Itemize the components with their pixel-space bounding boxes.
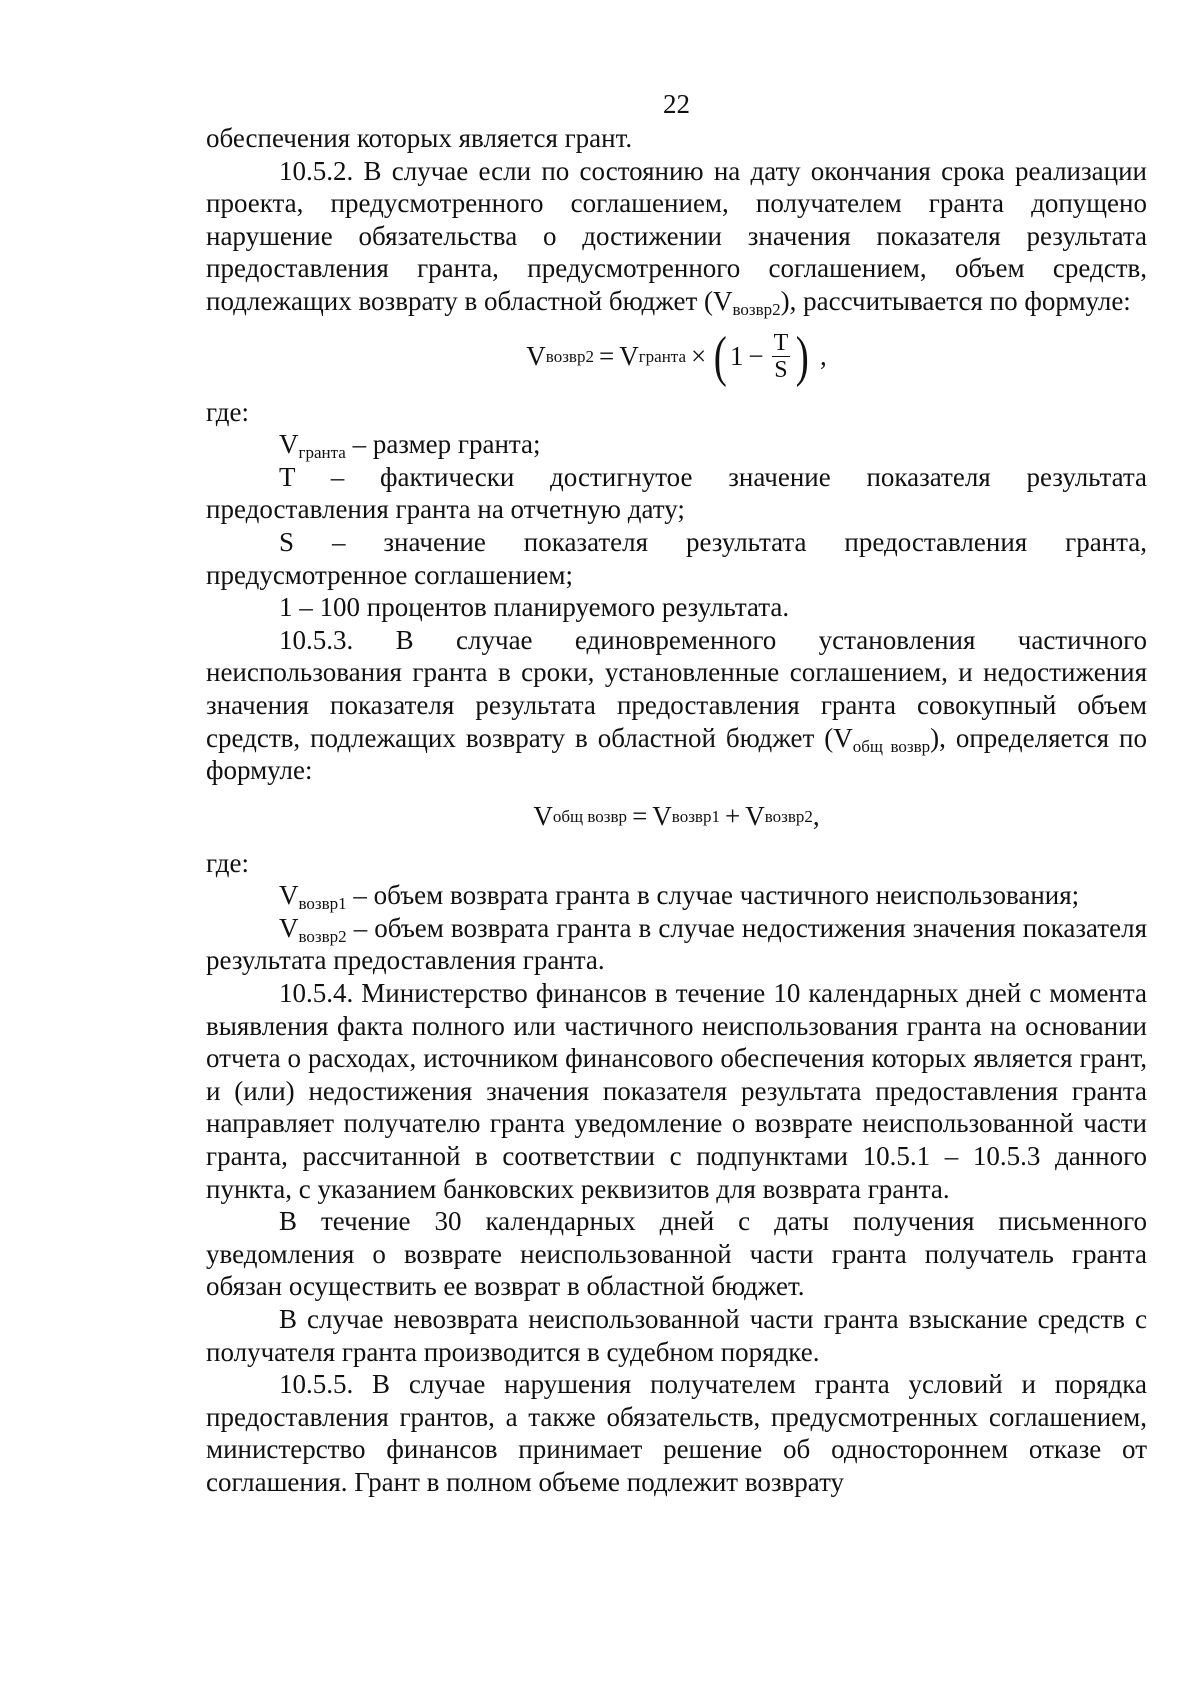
paragraph-text-tail: ), определяется по формуле: <box>206 722 1147 786</box>
where-label: где: <box>206 847 249 878</box>
definition-text: – объем возврата гранта в случае частичного неиспользования; <box>346 880 1080 911</box>
minus-sign: − <box>748 341 764 372</box>
paragraph-10-5-2 <box>206 155 1147 318</box>
fraction-denominator: S <box>774 357 788 384</box>
definition-text: – объем возврата гранта в случае недостижения значения показателя результата предоставления гранта. <box>206 912 1147 976</box>
paragraph-continuation: обеспечения которых является грант. <box>206 123 633 153</box>
definition-text: – размер гранта; <box>345 429 541 460</box>
formula-number: 1 <box>729 341 744 372</box>
subscript: возвр2 <box>298 926 347 946</box>
formula-comma: , <box>819 341 827 372</box>
equals-sign: = <box>598 341 615 372</box>
subscript: гранта <box>298 443 346 463</box>
subscript: общ возвр <box>852 736 931 756</box>
definition-v-granta <box>206 428 1147 461</box>
definition-1: 1 – 100 процентов планируемого результата. <box>279 592 790 623</box>
where-label: где: <box>206 396 249 427</box>
definition-v-vozvr2 <box>206 912 1147 977</box>
plus-sign: + <box>724 801 741 832</box>
paragraph-10-5-5: 10.5.5. В случае нарушения получателем гранта условий и порядка предоставления грантов, а также обязательств, предусмотренных соглашением, министерство финансов принимает решение об одностороннем отказе от соглашения. Грант в полном объеме подлежит возврату <box>206 1369 1147 1497</box>
definition-t: T – фактически достигнутое значение показателя результата предоставления гранта на отчетную дату; <box>206 461 1147 525</box>
formula-symbol: V <box>745 801 765 832</box>
paragraph-10-5-4: 10.5.4. Министерство финансов в течение 10 календарных дней с момента выявления факта полного или частичного неиспользования гранта на основании отчета о расходах, источником финансового обеспечения которых является грант, и (или) недостижения значения показателя результата предоставления гранта направляет получателю гранта уведомление о возврате неиспользованной части гранта, рассчитанной в соответствии с подпунктами 10.5.1 – 10.5.3 данного пункта, с указанием банковских реквизитов для возврата гранта. <box>206 978 1147 1204</box>
paragraph-text: 10.5.2. В случае если по состоянию на дату окончания срока реализации проекта, предусмотренного соглашением, получателем гранта допущено нарушение обязательства о достижении значения показателя результата предоставления гранта, предусмотренного соглашением, объем средств, подлежащих возврату в областной бюджет (V <box>206 155 1147 316</box>
symbol: V <box>279 429 299 460</box>
formula-symbol: V <box>652 801 672 832</box>
page-number: 22 <box>663 89 690 119</box>
close-paren: ) <box>796 325 810 388</box>
subscript: возвр1 <box>298 894 347 914</box>
subscript: возвр2 <box>732 299 781 319</box>
formula-comma: , <box>812 801 820 832</box>
times-sign: × <box>691 341 707 372</box>
symbol: V <box>279 912 299 943</box>
equals-sign: = <box>632 801 648 832</box>
symbol: V <box>279 880 299 911</box>
formula-symbol: V <box>526 341 546 372</box>
fraction <box>772 330 791 383</box>
formula-v-vozvr2: V возвр2 = V гранта × ( 1 − $\frac{T}{S}$ ) , <box>526 325 827 388</box>
definition-s: S – значение показателя результата предоставления гранта, предусмотренное соглашением; <box>206 526 1147 590</box>
paragraph-court-recovery: В случае невозврата неиспользованной части гранта взыскание средств с получателя гранта производится в судебном порядке. <box>206 1304 1147 1367</box>
definition-v-vozvr1 <box>206 879 1147 912</box>
paragraph-text: 10.5.3. В случае единовременного установления частичного неиспользования гранта в сроки, установленные соглашением, и недостижения значения показателя результата предоставления гранта совокупный объем средств, подлежащих возврату в областной бюджет (V <box>206 624 1147 753</box>
paragraph-return-deadline: В течение 30 календарных дней с даты получения письменного уведомления о возврате неиспользованной части гранта получатель гранта обязан осуществить ее возврат в областной бюджет. <box>206 1206 1147 1302</box>
formula-v-obsh-vozvr: V общ возвр = V возвр1 + V возвр2 , <box>533 801 820 832</box>
formula-symbol: V <box>619 341 639 372</box>
fraction-numerator: T <box>773 330 789 357</box>
paragraph-text-tail: ), рассчитывается по формуле: <box>780 285 1131 316</box>
open-paren: ( <box>714 325 728 388</box>
formula-symbol: V <box>533 801 553 832</box>
paragraph-10-5-3 <box>206 624 1147 787</box>
